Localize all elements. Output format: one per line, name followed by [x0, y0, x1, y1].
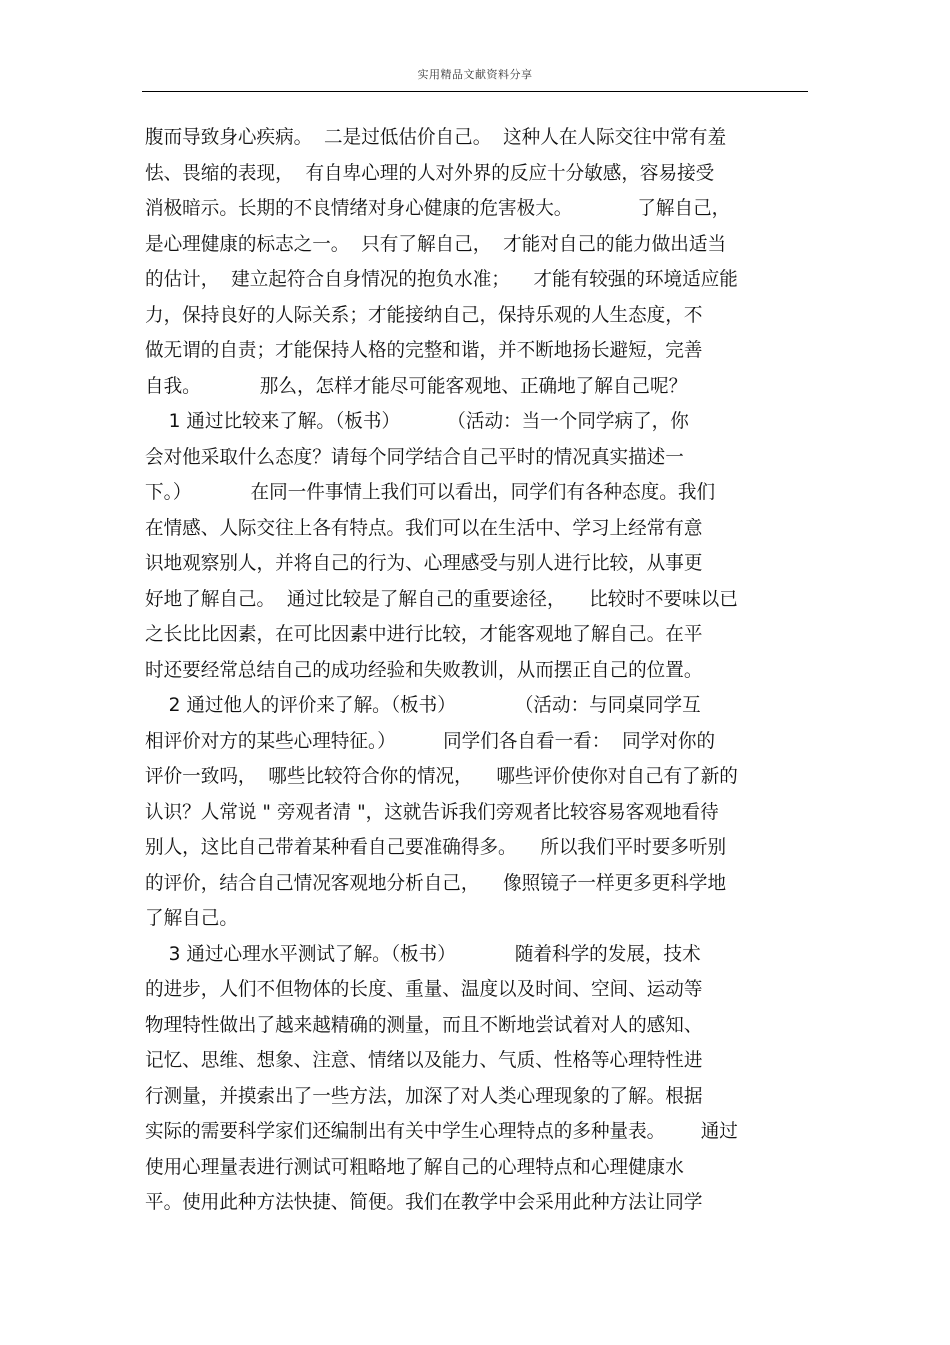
body-line: 在情感、人际交往上各有特点。我们可以在生活中、学习上经常有意: [145, 516, 703, 539]
body-line: 做无谓的自责；才能保持人格的完整和谐，并不断地扬长避短，完善: [145, 339, 703, 361]
body-line: 使用心理量表进行测试可粗略地了解自己的心理特点和心理健康水: [145, 1155, 684, 1178]
page-header-title: 实用精品文献资料分享: [417, 68, 533, 81]
document-body: [145, 120, 825, 1221]
header-divider: [142, 91, 808, 92]
body-line: 是心理健康的标志之一。 只有了解自己， 才能对自己的能力做出适当: [145, 232, 727, 255]
body-line: 别人，这比自己带着某种看自己要准确得多。 所以我们平时要多听别: [145, 836, 727, 858]
body-line: 的评价，结合自己情况客观地分析自己， 像照镜子一样更多更科学地: [145, 871, 727, 894]
body-line: 时还要经常总结自己的成功经验和失败教训，从而摆正自己的位置。: [145, 658, 703, 681]
body-line: 自我。 那么，怎样才能尽可能客观地、正确地了解自己呢？: [145, 374, 688, 397]
body-line: 消极暗示。长期的不良情绪对身心健康的危害极大。 了解自己，: [145, 197, 731, 219]
body-line: 评价一致吗， 哪些比较符合你的情况， 哪些评价使你对自己有了新的: [145, 765, 738, 787]
body-line: 3 通过心理水平测试了解。（板书） 随着科学的发展，技术: [145, 942, 701, 965]
body-line: 2 通过他人的评价来了解。（板书） （活动：与同桌同学互: [145, 694, 701, 716]
body-line: 记忆、思维、想象、注意、情绪以及能力、气质、性格等心理特性进: [145, 1049, 703, 1071]
body-line: 的估计， 建立起符合自身情况的抱负水准； 才能有较强的环境适应能: [145, 268, 738, 290]
body-line: 相评价对方的某些心理特征。） 同学们各自看一看： 同学对你的: [145, 729, 716, 752]
body-line: 的进步，人们不但物体的长度、重量、温度以及时间、空间、运动等: [145, 978, 703, 1000]
body-line: 力，保持良好的人际关系；才能接纳自己，保持乐观的人生态度，不: [145, 303, 703, 326]
body-line: 之长比比因素，在可比因素中进行比较，才能客观地了解自己。在平: [145, 623, 703, 645]
body-line: 腹而导致身心疾病。 二是过低估价自己。 这种人在人际交往中常有羞: [145, 126, 727, 148]
body-line: 平。使用此种方法快捷、简便。我们在教学中会采用此种方法让同学: [145, 1191, 703, 1213]
body-line: 好地了解自己。 通过比较是了解自己的重要途径， 比较时不要味以已: [145, 587, 738, 610]
body-line: 1 通过比较来了解。（板书） （活动：当一个同学病了，你: [145, 410, 689, 432]
body-line: 了解自己。: [145, 907, 238, 929]
body-line: 物理特性做出了越来越精确的测量，而且不断地尝试着对人的感知、: [145, 1013, 703, 1036]
body-line: 认识？人常说 " 旁观者清 "，这就告诉我们旁观者比较容易客观地看待: [145, 800, 719, 823]
body-line: 下。） 在同一件事情上我们可以看出，同学们有各种态度。我们: [145, 481, 716, 503]
body-line: 怯、畏缩的表现， 有自卑心理的人对外界的反应十分敏感，容易接受: [145, 161, 715, 184]
body-line: 识地观察别人，并将自己的行为、心理感受与别人进行比较，从事更: [145, 552, 703, 574]
body-line: 会对他采取什么态度？请每个同学结合自己平时的情况真实描述一: [145, 445, 684, 468]
body-line: 行测量，并摸索出了一些方法，加深了对人类心理现象的了解。根据: [145, 1084, 703, 1107]
body-line: 实际的需要科学家们还编制出有关中学生心理特点的多种量表。 通过: [145, 1120, 738, 1142]
